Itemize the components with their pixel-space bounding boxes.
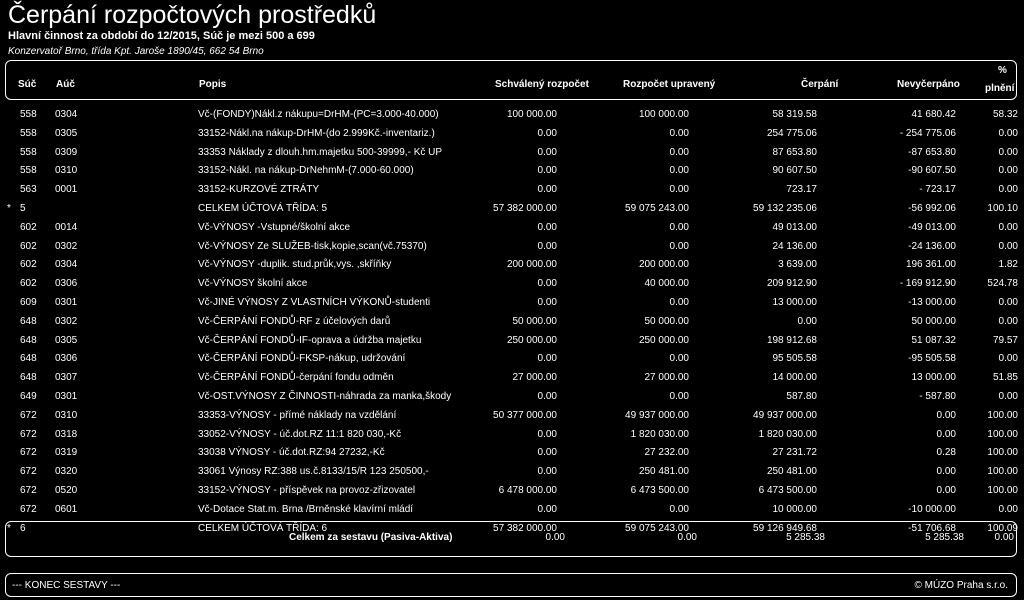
cell-schvaleny: 0.00 xyxy=(537,353,557,365)
end-of-report: --- KONEC SESTAVY --- xyxy=(12,580,121,591)
cell-schvaleny: 57 382 000.00 xyxy=(493,202,557,214)
header-plneni: plnění xyxy=(985,83,1015,94)
cell-nevycerpano: -24 136.00 xyxy=(908,240,956,252)
cell-upraveny: 0.00 xyxy=(669,503,689,515)
cell-upraveny: 1 820 030.00 xyxy=(630,428,689,440)
table-row xyxy=(0,219,1024,238)
cell-upraveny: 250 000.00 xyxy=(638,334,689,346)
cell-popis: 33038 VÝNOSY - úč.dot.RZ:94 27232,-Kč xyxy=(198,447,385,459)
table-row xyxy=(0,313,1024,332)
table-row xyxy=(0,275,1024,294)
cell-cerpani: 3 639.00 xyxy=(778,259,817,271)
table-row xyxy=(0,463,1024,482)
cell-auc: 0307 xyxy=(55,372,78,384)
cell-popis: CELKEM ÚČTOVÁ TŘÍDA: 5 xyxy=(198,202,328,214)
cell-cerpani: 198 912.68 xyxy=(766,334,817,346)
cell-auc: 0304 xyxy=(55,109,78,120)
cell-popis: Vč-VÝNOSY -Vstupné/školní akce xyxy=(198,221,351,233)
cell-upraveny: 49 937 000.00 xyxy=(625,409,689,421)
cell-schvaleny: 0.00 xyxy=(537,390,557,402)
cell-plneni: 100.00 xyxy=(987,428,1018,440)
table-row xyxy=(0,444,1024,463)
cell-cerpani: 723.17 xyxy=(786,184,817,196)
data-table xyxy=(0,106,1024,538)
cell-auc: 0306 xyxy=(55,278,78,290)
cell-cerpani: 6 473 500.00 xyxy=(758,484,817,496)
cell-suc: 558 xyxy=(20,165,37,177)
cell-upraveny: 0.00 xyxy=(669,390,689,402)
cell-cerpani: 59 126 949.68 xyxy=(753,522,817,534)
cell-schvaleny: 0.00 xyxy=(537,221,557,233)
cell-popis: Vč-OST.VÝNOSY Z ČINNOSTI-náhrada za manka,škody xyxy=(198,390,452,402)
cell-nevycerpano: 0.00 xyxy=(936,428,956,440)
cell-suc: 672 xyxy=(20,466,37,478)
cell-auc: 0304 xyxy=(55,259,78,271)
cell-nevycerpano: - 169 912.90 xyxy=(899,278,956,290)
organization-address: Konzervatoř Brno, třída Kpt. Jaroše 1890/45, 662 54 Brno xyxy=(8,46,264,57)
report-footer xyxy=(5,573,1017,597)
cell-suc: 648 xyxy=(20,353,37,365)
cell-plneni: 0.00 xyxy=(998,503,1018,515)
cell-auc: 0305 xyxy=(55,334,78,346)
cell-popis: 33152-Nákl. na nákup-DrNehmM-(7.000-60.000) xyxy=(198,165,414,177)
cell-nevycerpano: - 254 775.06 xyxy=(899,127,956,139)
cell-auc: 0302 xyxy=(55,240,78,252)
cell-nevycerpano: -56 992.06 xyxy=(908,202,956,214)
cell-schvaleny: 50 377 000.00 xyxy=(493,409,557,421)
table-header xyxy=(5,60,1017,100)
cell-suc: 602 xyxy=(20,221,37,233)
cell-popis: 33152-VÝNOSY - příspěvek na provoz-zřizovatel xyxy=(198,484,416,496)
cell-suc: 609 xyxy=(20,296,37,308)
cell-popis: Vč-(FONDY)Nákl.z nákupu=DrHM-(PC=3.000-40.000) xyxy=(198,109,439,120)
cell-popis: Vč-VÝNOSY školní akce xyxy=(198,278,308,290)
cell-auc: 0310 xyxy=(55,409,78,421)
cell-schvaleny: 27 000.00 xyxy=(512,372,557,384)
cell-cerpani: 90 607.50 xyxy=(772,165,817,177)
header-cerpani: Čerpání xyxy=(801,79,839,90)
cell-cerpani: 14 000.00 xyxy=(772,372,817,384)
cell-plneni: 100.00 xyxy=(987,409,1018,421)
cell-schvaleny: 0.00 xyxy=(537,447,557,459)
cell-popis: 33353-VÝNOSY - přímé náklady na vzdělání xyxy=(198,409,397,421)
table-row xyxy=(0,294,1024,313)
header-schvaleny: Schválený rozpočet xyxy=(495,79,589,90)
cell-upraveny: 0.00 xyxy=(669,165,689,177)
cell-auc: 0014 xyxy=(55,221,78,233)
cell-plneni: 0.00 xyxy=(998,165,1018,177)
cell-schvaleny: 0.00 xyxy=(537,240,557,252)
cell-auc: 0310 xyxy=(55,165,78,177)
cell-plneni: 0.00 xyxy=(998,146,1018,158)
cell-popis: CELKEM ÚČTOVÁ TŘÍDA: 6 xyxy=(198,522,328,534)
cell-nevycerpano: 0.28 xyxy=(936,447,956,459)
cell-schvaleny: 100 000.00 xyxy=(506,109,557,120)
cell-upraveny: 50 000.00 xyxy=(644,315,689,327)
cell-nevycerpano: -95 505.58 xyxy=(908,353,956,365)
cell-plneni: 100.00 xyxy=(987,484,1018,496)
cell-plneni: 58.32 xyxy=(992,109,1018,120)
cell-suc: 558 xyxy=(20,127,37,139)
cell-plneni: 100.00 xyxy=(987,447,1018,459)
cell-plneni: 51.85 xyxy=(992,372,1018,384)
cell-nevycerpano: - 587.80 xyxy=(919,390,956,402)
cell-popis: Vč-ČERPÁNÍ FONDŮ-IF-oprava a údržba majetku xyxy=(198,334,422,346)
table-row xyxy=(0,407,1024,426)
cell-popis: Vč-VÝNOSY Ze SLUŽEB-tisk,kopie,scan(vč.75370) xyxy=(198,240,427,252)
cell-nevycerpano: -10 000.00 xyxy=(908,503,956,515)
table-row xyxy=(0,238,1024,257)
cell-nevycerpano: 0.00 xyxy=(936,409,956,421)
cell-schvaleny: 200 000.00 xyxy=(506,259,557,271)
cell-auc: 0309 xyxy=(55,146,78,158)
cell-auc: 0520 xyxy=(55,484,78,496)
cell-upraveny: 59 075 243.00 xyxy=(625,522,689,534)
table-row xyxy=(0,181,1024,200)
cell-plneni: 0.00 xyxy=(998,221,1018,233)
cell-popis: 33061 Výnosy RZ:388 us.č.8133/15/R 123 250500,- xyxy=(198,466,429,478)
cell-nevycerpano: -90 607.50 xyxy=(908,165,956,177)
grand-total-cerpani: 5 285.38 xyxy=(786,532,825,543)
grand-total-label: Celkem za sestavu (Pasiva-Aktiva) xyxy=(289,532,453,543)
cell-schvaleny: 0.00 xyxy=(537,184,557,196)
table-row xyxy=(0,369,1024,388)
cell-schvaleny: 50 000.00 xyxy=(512,315,557,327)
cell-cerpani: 10 000.00 xyxy=(772,503,817,515)
header-auc: Aúč xyxy=(56,79,75,90)
cell-suc: 648 xyxy=(20,334,37,346)
cell-upraveny: 0.00 xyxy=(669,353,689,365)
cell-auc: 0301 xyxy=(55,390,78,402)
cell-popis: Vč-Dotace Stat.m. Brna /Brněnské klavírní mládí xyxy=(198,503,414,515)
report-title: Čerpání rozpočtových prostředků xyxy=(8,1,377,29)
cell-upraveny: 0.00 xyxy=(669,240,689,252)
cell-schvaleny: 57 382 000.00 xyxy=(493,522,557,534)
cell-nevycerpano: -49 013.00 xyxy=(908,221,956,233)
cell-auc: 0306 xyxy=(55,353,78,365)
cell-nevycerpano: -87 653.80 xyxy=(908,146,956,158)
table-row xyxy=(0,332,1024,351)
cell-schvaleny: 0.00 xyxy=(537,428,557,440)
cell-suc: 602 xyxy=(20,240,37,252)
cell-schvaleny: 0.00 xyxy=(537,146,557,158)
cell-suc: 558 xyxy=(20,146,37,158)
cell-cerpani: 27 231.72 xyxy=(772,447,817,459)
cell-popis: Vč-JINÉ VÝNOSY Z VLASTNÍCH VÝKONŮ-studenti xyxy=(198,296,431,308)
table-row xyxy=(0,482,1024,501)
cell-auc: 0318 xyxy=(55,428,78,440)
cell-cerpani: 58 319.58 xyxy=(772,109,817,120)
table-row xyxy=(0,125,1024,144)
cell-cerpani: 250 481.00 xyxy=(766,466,817,478)
cell-cerpani: 24 136.00 xyxy=(772,240,817,252)
cell-suc: 558 xyxy=(20,109,37,120)
copyright: © MÚZO Praha s.r.o. xyxy=(914,580,1008,591)
cell-popis: 33152-KURZOVÉ ZTRÁTY xyxy=(198,184,320,196)
header-upraveny: Rozpočet upravený xyxy=(623,79,716,90)
cell-plneni: 1.82 xyxy=(998,259,1018,271)
cell-cerpani: 49 937 000.00 xyxy=(753,409,817,421)
cell-plneni: 79.57 xyxy=(992,334,1018,346)
cell-nevycerpano: -51 706.68 xyxy=(908,522,956,534)
cell-cerpani: 87 653.80 xyxy=(772,146,817,158)
cell-nevycerpano: 0.00 xyxy=(936,484,956,496)
cell-suc: 648 xyxy=(20,315,37,327)
cell-suc: 6 xyxy=(20,522,26,534)
cell-schvaleny: 0.00 xyxy=(537,466,557,478)
table-row-subtotal xyxy=(0,200,1024,219)
cell-upraveny: 0.00 xyxy=(669,221,689,233)
cell-popis: 33152-Nákl.na nákup-DrHM-(do 2.999Kč.-inventariz.) xyxy=(198,127,435,139)
cell-upraveny: 27 232.00 xyxy=(644,447,689,459)
cell-popis: 33052-VÝNOSY - úč.dot.RZ 11:1 820 030,-Kč xyxy=(198,428,402,440)
cell-cerpani: 59 132 235.06 xyxy=(753,202,817,214)
cell-nevycerpano: 51 087.32 xyxy=(911,334,956,346)
cell-schvaleny: 0.00 xyxy=(537,503,557,515)
cell-cerpani: 49 013.00 xyxy=(772,221,817,233)
cell-cerpani: 209 912.90 xyxy=(766,278,817,290)
cell-popis: Vč-ČERPÁNÍ FONDŮ-RF z účelových darů xyxy=(198,315,391,327)
header-popis: Popis xyxy=(199,79,227,90)
cell-upraveny: 100 000.00 xyxy=(638,109,689,120)
cell-upraveny: 59 075 243.00 xyxy=(625,202,689,214)
cell-upraveny: 250 481.00 xyxy=(638,466,689,478)
cell-upraveny: 6 473 500.00 xyxy=(630,484,689,496)
table-row xyxy=(0,501,1024,520)
cell-plneni: 524.78 xyxy=(987,278,1018,290)
cell-cerpani: 13 000.00 xyxy=(772,296,817,308)
cell-suc: 648 xyxy=(20,372,37,384)
cell-upraveny: 0.00 xyxy=(669,184,689,196)
cell-plneni: 0.00 xyxy=(998,296,1018,308)
cell-auc: 0305 xyxy=(55,127,78,139)
cell-schvaleny: 0.00 xyxy=(537,165,557,177)
grand-total-upraveny: 0.00 xyxy=(677,532,697,543)
cell-nevycerpano: 0.00 xyxy=(936,466,956,478)
cell-cerpani: 587.80 xyxy=(786,390,817,402)
cell-popis: 33353 Náklady z dlouh.hm.majetku 500-39999,- Kč UP xyxy=(198,146,443,158)
cell-nevycerpano: 196 361.00 xyxy=(905,259,956,271)
cell-cerpani: 1 820 030.00 xyxy=(758,428,817,440)
table-row xyxy=(0,162,1024,181)
cell-plneni: 0.00 xyxy=(998,127,1018,139)
table-row xyxy=(0,350,1024,369)
cell-schvaleny: 0.00 xyxy=(537,278,557,290)
cell-auc: 0302 xyxy=(55,315,78,327)
cell-upraveny: 0.00 xyxy=(669,127,689,139)
table-row xyxy=(0,426,1024,445)
cell-schvaleny: 0.00 xyxy=(537,296,557,308)
cell-plneni: 0.00 xyxy=(998,315,1018,327)
header-percent: % xyxy=(998,65,1007,76)
report-subtitle: Hlavní činnost za období do 12/2015, Súč je mezi 500 a 699 xyxy=(8,30,315,42)
table-row xyxy=(0,256,1024,275)
table-row xyxy=(0,388,1024,407)
cell-upraveny: 0.00 xyxy=(669,296,689,308)
header-nevycerpano: Nevyčerpáno xyxy=(897,79,960,90)
cell-plneni: 0.00 xyxy=(998,184,1018,196)
cell-plneni: 0.00 xyxy=(998,240,1018,252)
cell-suc: 672 xyxy=(20,428,37,440)
cell-popis: Vč-VÝNOSY -duplik. stud.průk,vys. ,skříňky xyxy=(198,259,392,271)
cell-suc: 672 xyxy=(20,503,37,515)
grand-total-plneni: 0.00 xyxy=(994,532,1014,543)
cell-suc: 649 xyxy=(20,390,37,402)
cell-nevycerpano: 41 680.42 xyxy=(911,109,956,120)
cell-auc: 0319 xyxy=(55,447,78,459)
cell-suc: 5 xyxy=(20,202,26,214)
cell-nevycerpano: -13 000.00 xyxy=(908,296,956,308)
cell-popis: Vč-ČERPÁNÍ FONDŮ-čerpání fondu odměn xyxy=(198,372,394,384)
cell-upraveny: 0.00 xyxy=(669,146,689,158)
grand-total-nevycerpano: 5 285.38 xyxy=(925,532,964,543)
cell-auc: 0601 xyxy=(55,503,78,515)
grand-total xyxy=(5,521,1017,557)
cell-suc: 602 xyxy=(20,259,37,271)
cell-schvaleny: 0.00 xyxy=(537,127,557,139)
cell-upraveny: 200 000.00 xyxy=(638,259,689,271)
cell-mark: * xyxy=(7,202,11,214)
cell-schvaleny: 6 478 000.00 xyxy=(498,484,557,496)
cell-cerpani: 95 505.58 xyxy=(772,353,817,365)
cell-suc: 672 xyxy=(20,447,37,459)
cell-nevycerpano: - 723.17 xyxy=(919,184,956,196)
cell-plneni: 100.10 xyxy=(987,202,1018,214)
cell-auc: 0001 xyxy=(55,184,78,196)
cell-cerpani: 254 775.06 xyxy=(766,127,817,139)
cell-suc: 563 xyxy=(20,184,37,196)
cell-auc: 0301 xyxy=(55,296,78,308)
cell-upraveny: 40 000.00 xyxy=(644,278,689,290)
cell-popis: Vč-ČERPÁNÍ FONDŮ-FKSP-nákup, udržování xyxy=(198,353,406,365)
cell-plneni: 100.00 xyxy=(987,466,1018,478)
cell-schvaleny: 250 000.00 xyxy=(506,334,557,346)
cell-upraveny: 27 000.00 xyxy=(644,372,689,384)
cell-plneni: 0.00 xyxy=(998,353,1018,365)
cell-plneni: 100.09 xyxy=(987,522,1018,534)
cell-cerpani: 0.00 xyxy=(797,315,817,327)
header-suc: Súč xyxy=(18,79,37,90)
table-row xyxy=(0,106,1024,125)
cell-suc: 672 xyxy=(20,484,37,496)
cell-plneni: 0.00 xyxy=(998,390,1018,402)
cell-suc: 672 xyxy=(20,409,37,421)
cell-auc: 0320 xyxy=(55,466,78,478)
cell-mark: * xyxy=(7,522,11,534)
table-row xyxy=(0,144,1024,163)
cell-nevycerpano: 50 000.00 xyxy=(911,315,956,327)
cell-suc: 602 xyxy=(20,278,37,290)
grand-total-schvaleny: 0.00 xyxy=(545,532,565,543)
cell-nevycerpano: 13 000.00 xyxy=(911,372,956,384)
